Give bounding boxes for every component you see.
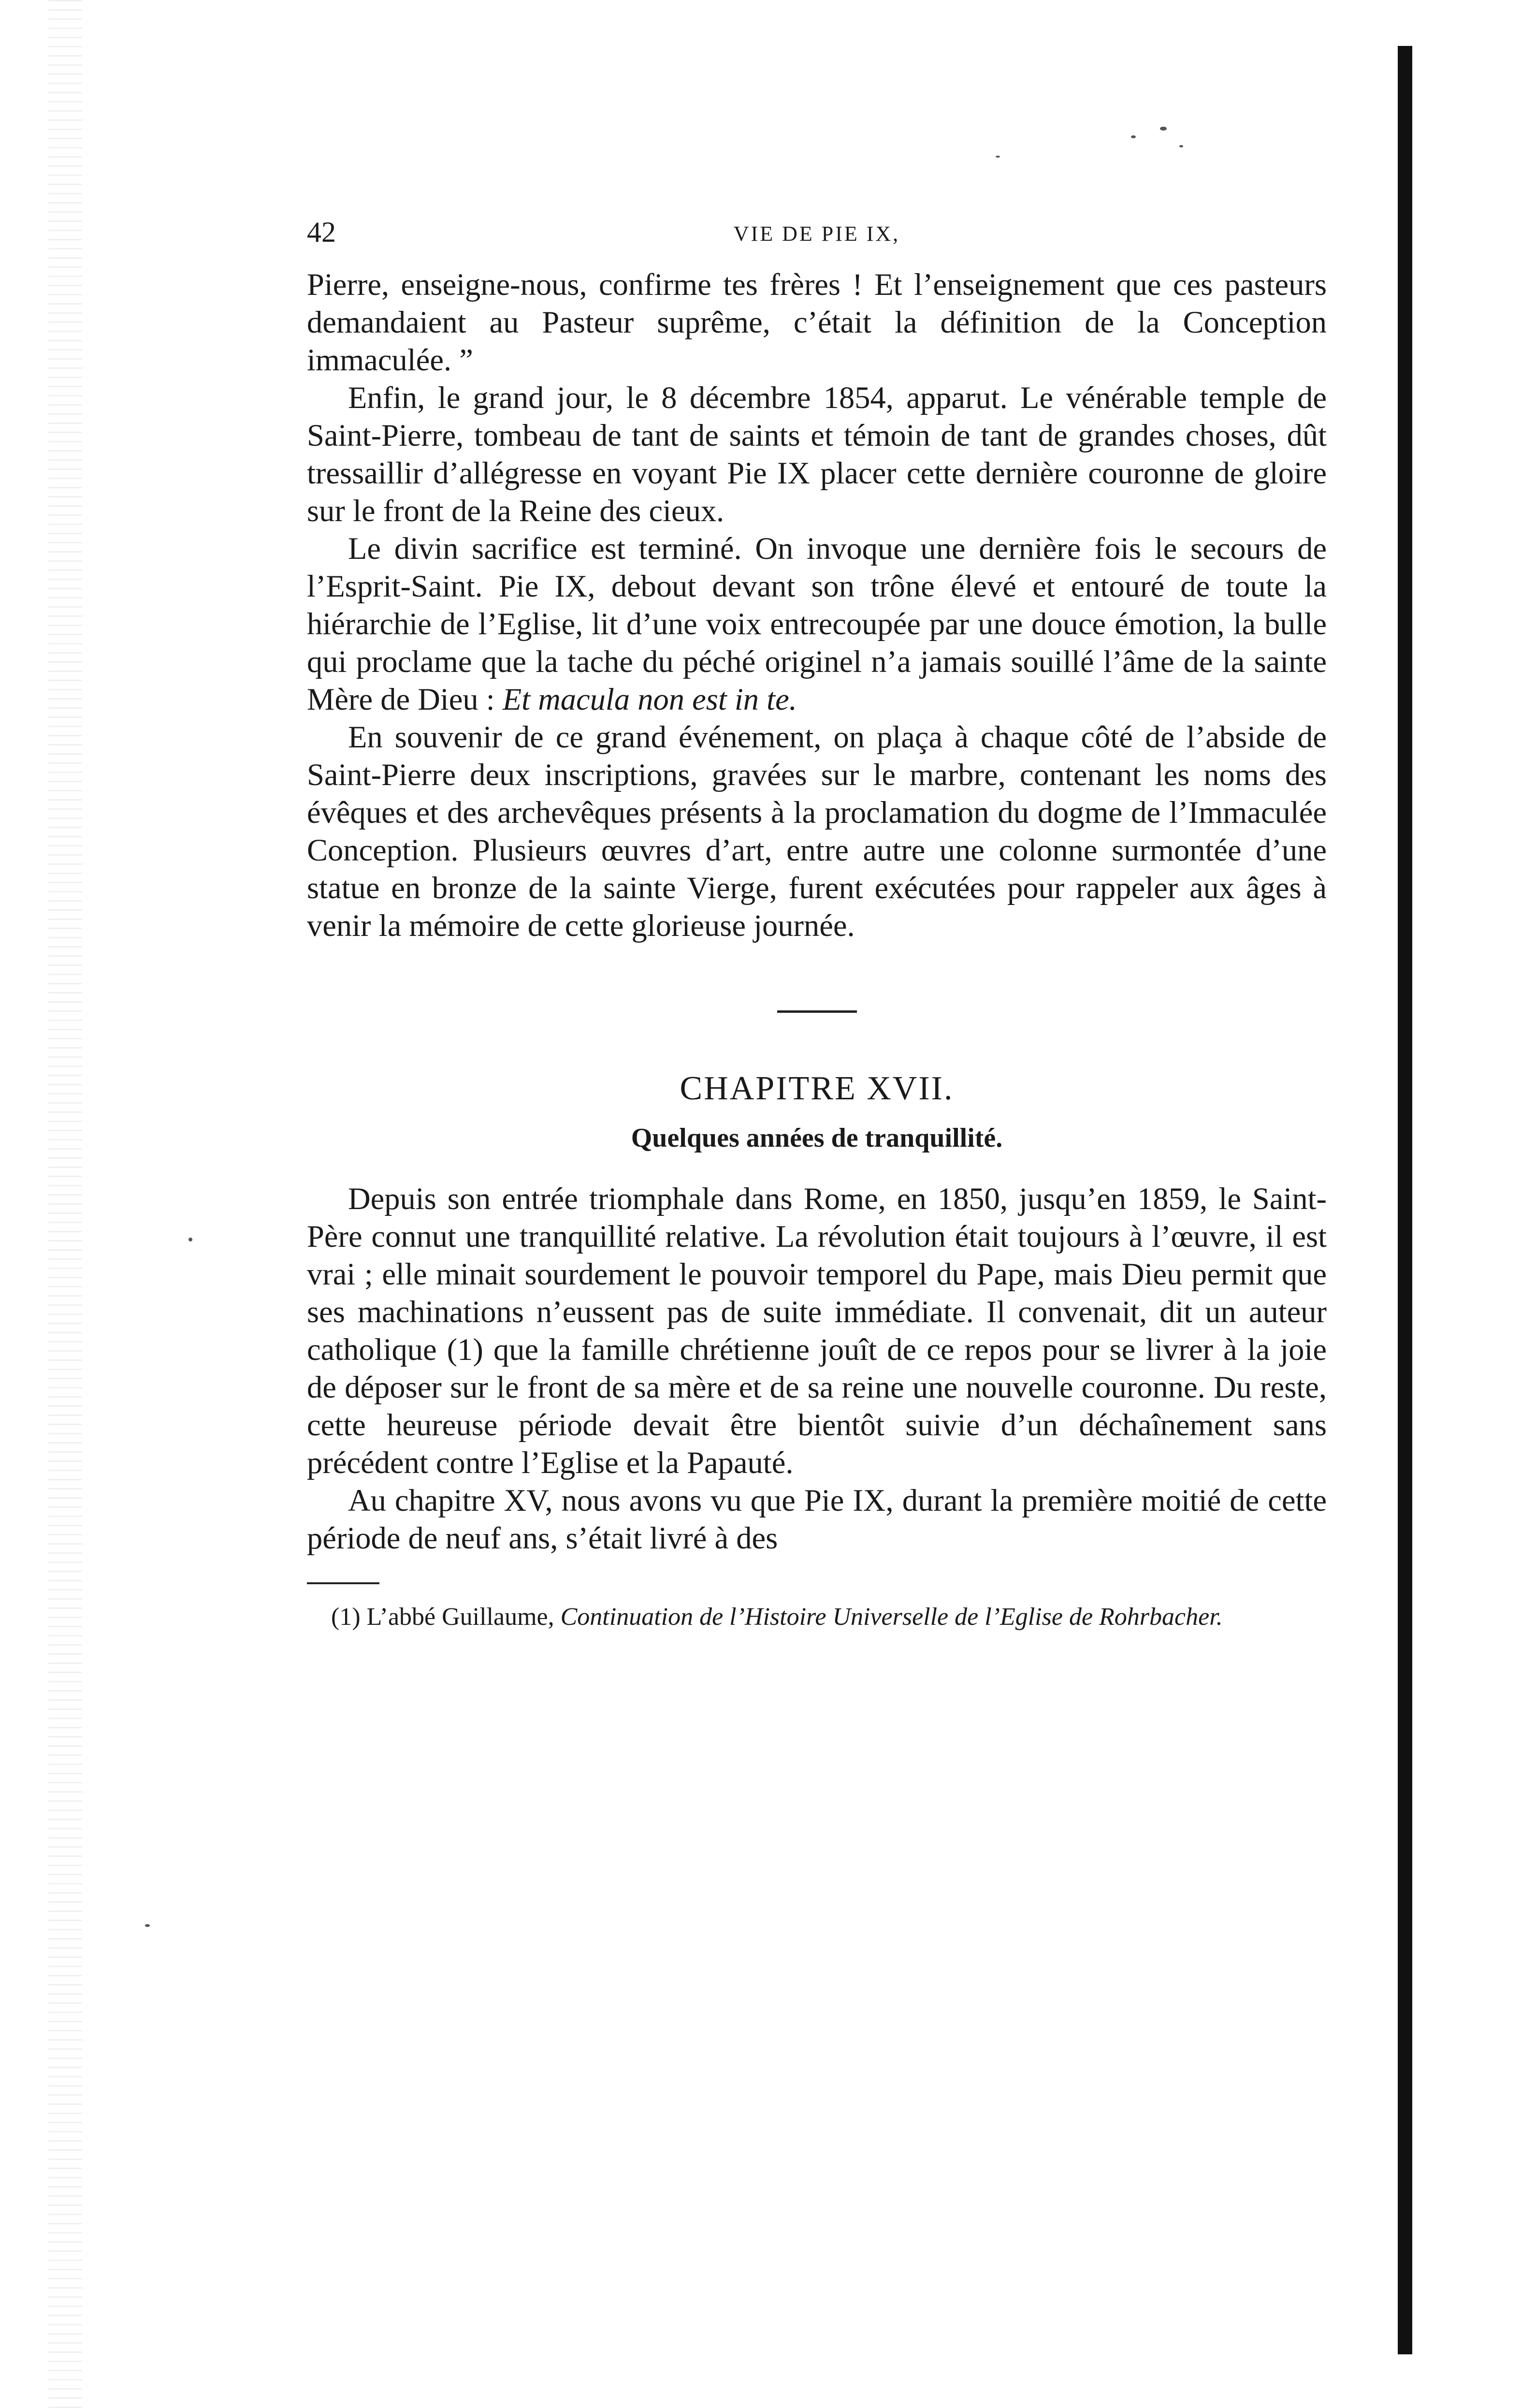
book-page	[307, 213, 1327, 1633]
page-number: 42	[307, 216, 336, 248]
opening-text	[307, 266, 1327, 945]
running-head	[307, 213, 1327, 266]
footnote-marker: (1)	[331, 1603, 361, 1631]
paragraph: Pierre, enseigne-nous, confirme tes frères ! Et l’enseignement que ces pasteurs demandaient au Pasteur suprême, c’était la définition de la Conception immaculée. ”	[307, 267, 1327, 377]
scan-edge-bar	[1398, 46, 1412, 2354]
paragraph: Enfin, le grand jour, le 8 décembre 1854, apparut. Le vénérable temple de Saint-Pierre, tombeau de tant de saints et témoin de tant de grandes choses, dût tressaillir d’allégresse en voyant Pie IX placer cette dernière couronne de gloire sur le front de la Reine des cieux.	[307, 380, 1327, 528]
running-title: VIE DE PIE IX,	[733, 222, 900, 246]
chapter-text	[307, 1180, 1327, 1557]
paragraph-text: Le divin sacrifice est terminé. On invoque une dernière fois le secours de l’Esprit-Saint. Pie IX, debout devant son trône élevé et entouré de toute la hiérarchie de l’Eglise, lit d’une voix entrecoupée par une douce émotion, la bulle qui proclame que la tache du péché originel n’a jamais souillé l’âme de la sainte Mère de Dieu :	[307, 531, 1327, 716]
latin-quote: Et macula non est in te.	[502, 682, 797, 716]
chapter-subtitle: Quelques années de tranquillité.	[631, 1123, 1003, 1153]
scan-speck	[996, 156, 1000, 158]
paragraph: En souvenir de ce grand événement, on plaça à chaque côté de l’abside de Saint-Pierre deux inscriptions, gravées sur le marbre, contenant les noms des évêques et des archevêques présents à la proclamation du dogme de l’Immaculée Conception. Plusieurs œuvres d’art, entre autre une colonne surmontée d’une statue en bronze de la sainte Vierge, furent exécutées pour rappeler aux âges à venir la mémoire de cette glorieuse journée.	[307, 720, 1327, 943]
scan-speck	[1179, 145, 1183, 147]
binding-edge	[48, 0, 82, 2408]
scan-speck	[1160, 127, 1167, 131]
chapter-title: CHAPITRE XVII.	[680, 1070, 954, 1107]
paragraph: Au chapitre XV, nous avons vu que Pie IX, durant la première moitié de cette période de neuf ans, s’était livré à des	[307, 1483, 1327, 1555]
paragraph: Depuis son entrée triomphale dans Rome, en 1850, jusqu’en 1859, le Saint-Père connut une tranquillité relative. La révolution était toujours à l’œuvre, il est vrai ; elle minait sourdement le pouvoir temporel du Pape, mais Dieu permit que ses machinations n’eussent pas de suite immédiate. Il convenait, dit un auteur catholique (1) que la famille chrétienne jouît de ce repos pour se livrer à la joie de déposer sur le front de sa mère et de sa reine une nouvelle couronne. Du reste, cette heureuse période devait être bientôt suivie d’un déchaînement sans précédent contre l’Eglise et la Papauté.	[307, 1182, 1327, 1480]
scan-speck	[1131, 135, 1136, 138]
footnote-divider	[307, 1582, 379, 1584]
footnote	[307, 1602, 1327, 1633]
footnote-work: Continuation de l’Histoire Universelle de l’Eglise de Rohrbacher.	[560, 1603, 1223, 1631]
scan-speck	[188, 1238, 192, 1241]
paragraph	[307, 530, 1327, 718]
footnote-author: L’abbé Guillaume,	[366, 1603, 554, 1631]
section-divider	[777, 1010, 857, 1013]
scan-speck	[145, 1924, 150, 1927]
